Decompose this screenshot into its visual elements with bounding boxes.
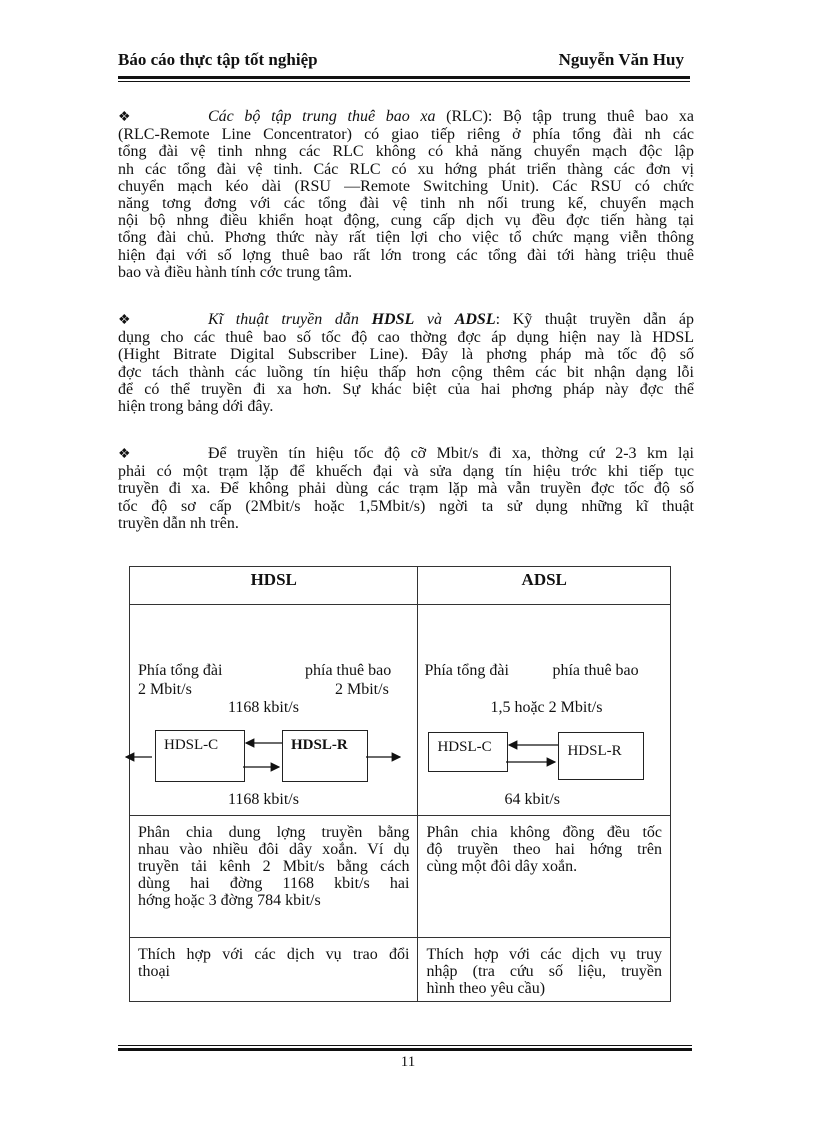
- paragraph-line: dụng cho các thuê bao số tốc độ cao thờng đợc áp dụng hiện nay là HDSL: [118, 329, 694, 347]
- paragraph-text: : Kỹ thuật truyền dẫn áp: [495, 311, 695, 328]
- paragraph-term-conj: và: [426, 311, 443, 328]
- adsl-left-label: Phía tổng đài: [424, 662, 509, 679]
- hdsl-upper-rate: 1168 kbit/s: [228, 699, 299, 716]
- header-rule-thin: [118, 81, 690, 82]
- paragraph-line: tổng đài vệ tinh nhng các RLC không có khả năng chuyển mạch độc lập: [118, 143, 694, 161]
- cell-line: Thích hợp với các dịch vụ trao đổi: [138, 946, 410, 963]
- paragraph-line: tốc độ sơ cấp (2Mbit/s hoặc 1,5Mbit/s) ngời ta sử dụng những kĩ thuật: [118, 497, 694, 515]
- paragraph-line: để có thể truyền đi xa hơn. Sự khác biệt của hai phơng pháp này đợc thể: [118, 380, 694, 398]
- hdsl-right-label: phía thuê bao: [305, 662, 392, 679]
- table-row-diagram: [130, 605, 671, 816]
- paragraph-repeater: [118, 445, 694, 532]
- paragraph-rlc: [118, 108, 694, 281]
- paragraph-line: phải có một trạm lặp để khuếch đại và sửa dạng tín hiệu trớc khi tiếp tục: [118, 463, 694, 481]
- adsl-right-label: phía thuê bao: [552, 662, 639, 679]
- paragraph-line: nh các tổng đài vệ tinh. Các RLC có xu hớng phát triển thàng các đơn vị: [118, 160, 694, 178]
- paragraph-line: hiện đại với số lợng thuê bao rất lớn trong các tổng đài tới hàng triệu thuê: [118, 246, 694, 264]
- cell-line: độ truyền theo hai hớng trên: [426, 841, 662, 858]
- adsl-arrows-icon: [418, 605, 670, 815]
- paragraph-line: nội bộ nhng điều khiển hoạt động, cung cấp dịch vụ đều đợc tiến hàng tại: [118, 212, 694, 230]
- paragraph-line: [118, 108, 694, 126]
- hdsl-left-label: Phía tổng đài: [138, 662, 223, 679]
- cell-line: Phân chia không đồng đều tốc: [426, 824, 662, 841]
- comparison-table: [129, 566, 671, 1002]
- footer-rule-thin: [118, 1045, 692, 1046]
- cell-line: nhập (tra cứu số liệu, truyền: [426, 963, 662, 980]
- paragraph-term: Kĩ thuật truyền dẫn: [208, 311, 359, 328]
- paragraph-line: [118, 311, 694, 329]
- paragraph-line: tổng đài chủ. Phơng thức này rất tiện lợi cho việc tổ chức mạng viễn thông: [118, 229, 694, 247]
- paragraph-line: hiện trong bảng dới đây.: [118, 398, 274, 416]
- paragraph-hdsl-adsl: [118, 311, 694, 415]
- adsl-r-label: HDSL-R: [567, 743, 622, 759]
- table-header-row: [130, 567, 671, 605]
- cell-line: nhau vào nhiều đôi dây xoắn. Ví dụ: [138, 841, 410, 858]
- table-row-capacity: [130, 816, 671, 938]
- cell-line: Phân chia dung lợng truyền bằng: [138, 824, 410, 841]
- diamond-bullet-icon: ❖: [118, 447, 131, 462]
- header-author: Nguyễn Văn Huy: [558, 50, 684, 69]
- adsl-usage-cell: [418, 938, 671, 1002]
- header-rule-thick: [118, 76, 690, 79]
- hdsl-lower-rate: 1168 kbit/s: [228, 791, 299, 808]
- table-row-usage: [130, 938, 671, 1002]
- diamond-bullet-icon: ❖: [118, 313, 131, 328]
- hdsl-r-label: HDSL-R: [291, 737, 348, 753]
- paragraph-line: bao và điều hành tính cớc trung tâm.: [118, 263, 353, 281]
- diamond-bullet-icon: ❖: [118, 110, 131, 125]
- hdsl-usage-cell: [130, 938, 418, 1002]
- paragraph-line: (RLC-Remote Line Concentrator) có giao tiếp riêng ở phía tổng đài nh các: [118, 126, 694, 144]
- paragraph-term: Các bộ tập trung thuê bao xa: [208, 108, 436, 125]
- cell-line: dùng hai đờng 1168 kbit/s hai: [138, 875, 410, 892]
- table-header-adsl: ADSL: [418, 567, 671, 605]
- paragraph-term-hdsl: HDSL: [371, 311, 415, 328]
- cell-line: hình theo yêu cầu): [426, 980, 546, 997]
- hdsl-arrows-icon: [130, 605, 418, 815]
- paragraph-line: năng tơng đơng với các tổng đài vệ tinh nh nối trung kế, chuyển mạch: [118, 195, 694, 213]
- adsl-upper-rate: 1,5 hoặc 2 Mbit/s: [490, 699, 603, 716]
- cell-line: hớng hoặc 3 đờng 784 kbit/s: [138, 892, 321, 909]
- cell-line: cùng một đôi dây xoắn.: [426, 858, 578, 875]
- hdsl-left-rate: 2 Mbit/s: [138, 681, 192, 698]
- hdsl-diagram-cell: [130, 605, 418, 816]
- page-number: 11: [400, 1054, 416, 1070]
- hdsl-capacity-cell: [130, 816, 418, 938]
- paragraph-line: truyền đi xa. Để không phải dùng các trạm lặp mà vẫn truyền đợc tốc độ số: [118, 480, 694, 498]
- paragraph-line: chuyển mạch kéo dài (RSU —Remote Switching Unit). Các RSU có chức: [118, 177, 694, 195]
- paragraph-line: [118, 445, 694, 463]
- adsl-lower-rate: 64 kbit/s: [504, 791, 561, 808]
- header-report-title: Báo cáo thực tập tốt nghiệp: [118, 50, 318, 69]
- adsl-capacity-cell: [418, 816, 671, 938]
- cell-line: truyền tải kênh 2 Mbit/s bằng cách: [138, 858, 410, 875]
- cell-line: Thích hợp với các dịch vụ truy: [426, 946, 662, 963]
- paragraph-text: (RLC): Bộ tập trung thuê bao xa: [435, 108, 694, 125]
- paragraph-line: đợc tách thành các luồng tín hiệu thấp hơn cộng thêm các bit nhận dạng lỗi: [118, 363, 694, 381]
- paragraph-text: Để truyền tín hiệu tốc độ cỡ Mbit/s đi xa, thờng cứ 2-3 km lại: [208, 445, 694, 462]
- paragraph-line: (Hight Bitrate Digital Subscriber Line). Đây là phơng pháp mà tốc độ số: [118, 346, 694, 364]
- footer-rule-thick: [118, 1048, 692, 1051]
- hdsl-c-label: HDSL-C: [164, 737, 219, 753]
- table-header-hdsl: HDSL: [130, 567, 418, 605]
- paragraph-line: truyền dẫn nh trên.: [118, 514, 239, 532]
- paragraph-term-adsl: ADSL: [454, 311, 496, 328]
- adsl-c-label: HDSL-C: [437, 739, 492, 755]
- cell-line: thoại: [138, 963, 170, 980]
- adsl-diagram-cell: [418, 605, 671, 816]
- hdsl-right-rate: 2 Mbit/s: [335, 681, 389, 698]
